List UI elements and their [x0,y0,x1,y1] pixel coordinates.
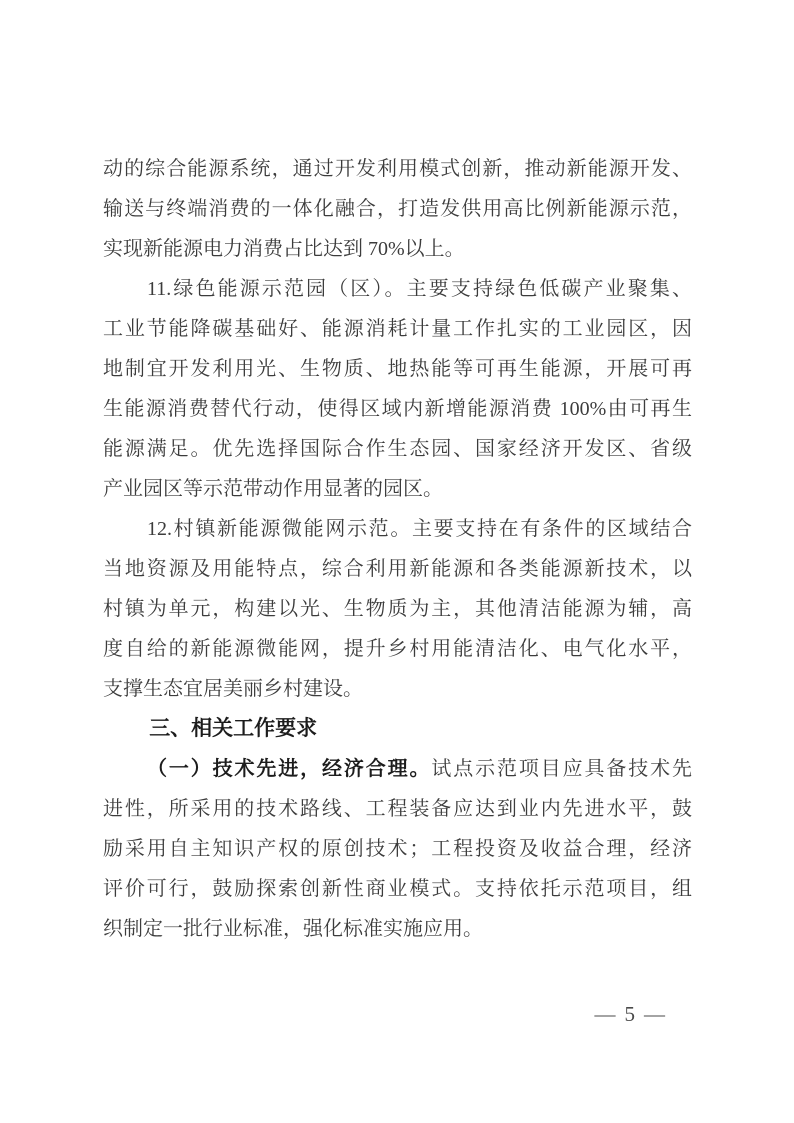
section-heading: 三、相关工作要求 [149,717,318,740]
page-number-dash-left: — [594,1002,617,1026]
text-line-item-12: 12.村镇新能源微能网示范。主要支持在有条件的区域结合 [147,518,692,540]
text-line-clause [103,749,692,789]
text-line: 工业节能降碳基础好、能源消耗计量工作扎实的工业园区，因 [103,318,692,340]
text-line: 实现新能源电力消费占比达到 70%以上。 [103,238,465,260]
text-line: 动的综合能源系统，通过开发利用模式创新，推动新能源开发、 [103,158,692,180]
page-number-value: 5 [624,1002,636,1026]
text-line: 度自给的新能源微能网，提升乡村用能清洁化、电气化水平， [103,638,692,660]
text-line: 能源满足。优先选择国际合作生态园、国家经济开发区、省级 [103,438,692,460]
text-line: 支撑生态宜居美丽乡村建设。 [103,678,363,700]
text-line: 地制宜开发利用光、生物质、地热能等可再生能源，开展可再 [103,358,692,380]
text-line: 当地资源及用能特点，综合利用新能源和各类能源新技术，以 [103,558,692,580]
clause-title: （一）技术先进，经济合理。 [147,758,432,780]
text-line: 励采用自主知识产权的原创技术；工程投资及收益合理，经济 [103,838,692,860]
text-line: 村镇为单元，构建以光、生物质为主，其他清洁能源为辅，高 [103,598,692,620]
clause-text: 试点示范项目应具备技术先 [431,758,692,780]
document-body [103,149,692,949]
page-number [595,1001,667,1027]
text-line: 生能源消费替代行动，使得区域内新增能源消费 100%由可再生 [103,398,692,420]
page-number-dash-right: — [644,1002,666,1026]
text-line: 织制定一批行业标准，强化标准实施应用。 [103,918,483,940]
text-line: 评价可行，鼓励探索创新性商业模式。支持依托示范项目，组 [103,878,692,900]
text-line: 进性，所采用的技术路线、工程装备应达到业内先进水平，鼓 [103,798,692,820]
text-line: 产业园区等示范带动作用显著的园区。 [103,478,443,500]
text-line-item-11: 11.绿色能源示范园（区）。主要支持绿色低碳产业聚集、 [147,278,692,300]
text-line: 输送与终端消费的一体化融合，打造发供用高比例新能源示范， [103,198,692,220]
